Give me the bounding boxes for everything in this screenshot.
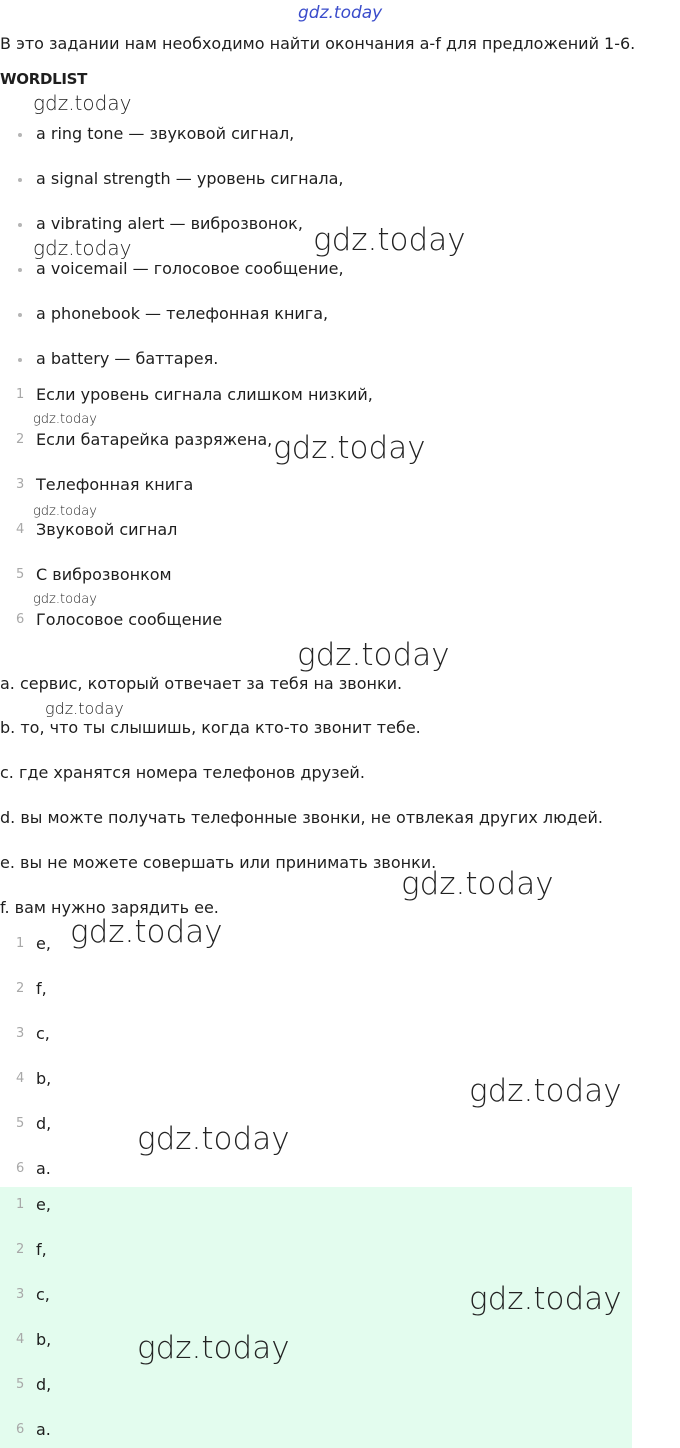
watermark: gdz.today [33, 236, 132, 260]
answer-text: c, [36, 1024, 50, 1043]
ending-text: c. где хранятся номера телефонов друзей. [0, 763, 365, 782]
bullet-icon [18, 268, 22, 272]
ending-text: f. вам нужно зарядить ее. [0, 898, 219, 917]
ending-text: d. вы можте получать телефонные звонки, не отвлекая других людей. [0, 808, 603, 827]
bullet-icon [18, 313, 22, 317]
item-number: 2 [16, 432, 25, 447]
item-number: 6 [16, 1161, 25, 1176]
watermark: gdz.today [33, 592, 97, 607]
ending-text: b. то, что ты слышишь, когда кто-то звонит тебе. [0, 718, 421, 737]
watermark: gdz.today [33, 91, 132, 115]
item-number: 4 [16, 1332, 25, 1347]
watermark: gdz.today [297, 637, 450, 673]
answer-text: e, [36, 1195, 51, 1214]
sentence-text: С виброзвонком [36, 565, 172, 584]
watermark: gdz.today [137, 1330, 290, 1366]
sentence-text: Если батарейка разряжена, [36, 430, 273, 449]
item-number: 4 [16, 522, 25, 537]
bullet-icon [18, 133, 22, 137]
wordlist-text: a battery — баттарея. [36, 349, 219, 368]
watermark: gdz.today [137, 1121, 290, 1157]
answer-text: e, [36, 934, 51, 953]
ending-text: e. вы не можете совершать или принимать звонки. [0, 853, 437, 872]
item-number: 1 [16, 1197, 25, 1212]
item-number: 1 [16, 387, 25, 402]
answer-text: d, [36, 1114, 52, 1133]
watermark: gdz.today [70, 914, 223, 950]
watermark: gdz.today [33, 412, 97, 427]
item-number: 3 [16, 477, 25, 492]
bullet-icon [18, 178, 22, 182]
wordlist-title: WORDLIST [0, 70, 88, 88]
watermark: gdz.today [45, 699, 124, 718]
item-number: 3 [16, 1287, 25, 1302]
item-number: 6 [16, 612, 25, 627]
answer-text: d, [36, 1375, 52, 1394]
item-number: 5 [16, 1116, 25, 1131]
watermark: gdz.today [273, 430, 426, 466]
wordlist-text: a ring tone — звуковой сигнал, [36, 124, 295, 143]
item-number: 2 [16, 981, 25, 996]
sentence-text: Звуковой сигнал [36, 520, 178, 539]
watermark: gdz.today [469, 1281, 622, 1317]
answer-highlight-block [0, 1187, 632, 1448]
item-number: 2 [16, 1242, 25, 1257]
item-number: 3 [16, 1026, 25, 1041]
wordlist-text: a signal strength — уровень сигнала, [36, 169, 344, 188]
answer-text: b, [36, 1330, 52, 1349]
watermark: gdz.today [469, 1073, 622, 1109]
item-number: 5 [16, 1377, 25, 1392]
watermark: gdz.today [401, 866, 554, 902]
bullet-icon [18, 358, 22, 362]
site-logo[interactable]: gdz.today [298, 3, 383, 23]
intro-text: В это задании нам необходимо найти окончания a-f для предложений 1-6. [0, 34, 636, 53]
answer-text: b, [36, 1069, 52, 1088]
watermark: gdz.today [33, 504, 97, 519]
answer-text: a. [36, 1159, 51, 1178]
answer-text: f, [36, 1240, 47, 1259]
answer-text: f, [36, 979, 47, 998]
ending-text: a. сервис, который отвечает за тебя на звонки. [0, 674, 403, 693]
wordlist-text: a phonebook — телефонная книга, [36, 304, 329, 323]
answer-text: c, [36, 1285, 50, 1304]
answer-text: a. [36, 1420, 51, 1439]
bullet-icon [18, 223, 22, 227]
item-number: 6 [16, 1422, 25, 1437]
sentence-text: Телефонная книга [36, 475, 194, 494]
item-number: 5 [16, 567, 25, 582]
sentence-text: Если уровень сигнала слишком низкий, [36, 385, 373, 404]
item-number: 1 [16, 936, 25, 951]
sentence-text: Голосовое сообщение [36, 610, 223, 629]
watermark: gdz.today [313, 222, 466, 258]
wordlist-text: a vibrating alert — виброзвонок, [36, 214, 303, 233]
wordlist-text: a voicemail — голосовое сообщение, [36, 259, 344, 278]
item-number: 4 [16, 1071, 25, 1086]
